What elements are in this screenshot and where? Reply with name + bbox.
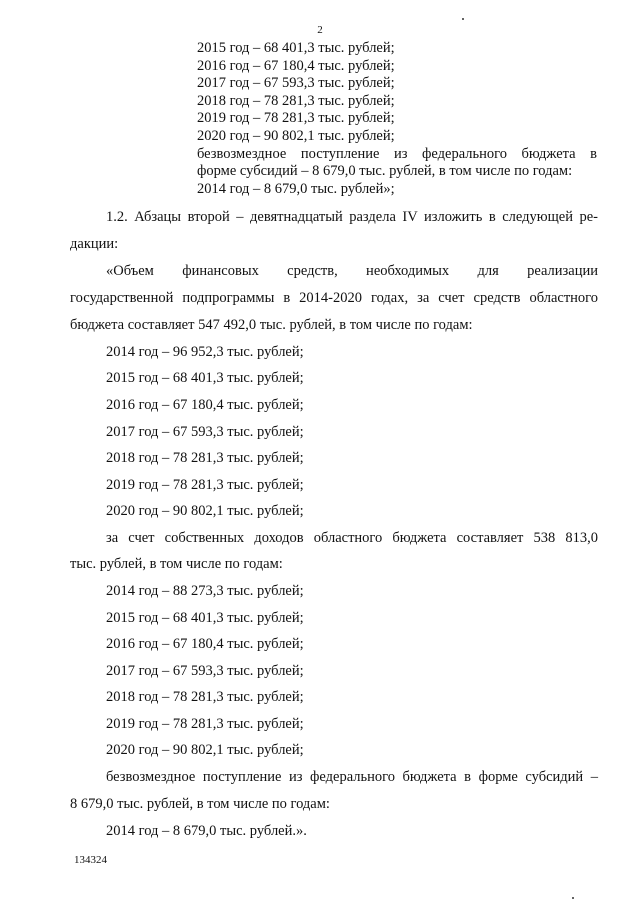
own-year-line: 2014 год – 88 273,3 тыс. рублей; [106, 583, 304, 599]
own-year-line: 2016 год – 67 180,4 тыс. рублей; [106, 636, 304, 652]
year-line: 2014 год – 8 679,0 тыс. рублей»; [197, 180, 395, 197]
federal-year-line: 2014 год – 8 679,0 тыс. рублей.». [106, 823, 307, 839]
intro-paragraph: государственной подпрограммы в 2014-2020 годах, за счет средств областного [70, 290, 598, 306]
year-line: 2017 год – 67 593,3 тыс. рублей; [197, 75, 395, 92]
year-line: 2018 год – 78 281,3 тыс. рублей; [197, 92, 395, 109]
federal-paragraph: безвозмездное поступление из федерального бюджета в форме субсидий – [106, 769, 598, 785]
document-index: 134324 [74, 854, 107, 866]
own-year-line: 2015 год – 68 401,3 тыс. рублей; [106, 610, 304, 626]
total-year-line: 2015 год – 68 401,3 тыс. рублей; [106, 370, 304, 386]
scan-speck [462, 18, 464, 20]
intro-paragraph: бюджета составляет 547 492,0 тыс. рублей, в том числе по годам: [70, 317, 473, 333]
previous-section-continuation [197, 40, 597, 198]
total-year-line: 2017 год – 67 593,3 тыс. рублей; [106, 424, 304, 440]
federal-subsidy-line: форме субсидий – 8 679,0 тыс. рублей, в том числе по годам: [197, 163, 573, 180]
page-number: 2 [317, 24, 323, 36]
clause-heading: 1.2. Абзацы второй – девятнадцатый раздела IV изложить в следующей ре- [106, 209, 598, 225]
total-year-line: 2020 год – 90 802,1 тыс. рублей; [106, 503, 304, 519]
own-year-line: 2019 год – 78 281,3 тыс. рублей; [106, 716, 304, 732]
federal-subsidy-line: безвозмездное поступление из федерального бюджета в [197, 145, 597, 162]
total-year-line: 2019 год – 78 281,3 тыс. рублей; [106, 477, 304, 493]
own-year-line: 2018 год – 78 281,3 тыс. рублей; [106, 689, 304, 705]
total-year-line: 2014 год – 96 952,3 тыс. рублей; [106, 344, 304, 360]
clause-heading-cont: дакции: [70, 236, 119, 252]
federal-paragraph: 8 679,0 тыс. рублей, в том числе по годам: [70, 796, 330, 812]
year-line: 2020 год – 90 802,1 тыс. рублей; [197, 127, 395, 144]
intro-paragraph: «Объем финансовых средств, необходимых для реализации [106, 263, 598, 279]
own-income-paragraph: за счет собственных доходов областного бюджета составляет 538 813,0 [106, 530, 598, 546]
own-year-line: 2017 год – 67 593,3 тыс. рублей; [106, 663, 304, 679]
year-line: 2019 год – 78 281,3 тыс. рублей; [197, 110, 395, 127]
own-income-paragraph: тыс. рублей, в том числе по годам: [70, 556, 283, 572]
total-year-line: 2016 год – 67 180,4 тыс. рублей; [106, 397, 304, 413]
year-line: 2015 год – 68 401,3 тыс. рублей; [197, 40, 395, 56]
total-year-line: 2018 год – 78 281,3 тыс. рублей; [106, 450, 304, 466]
scan-speck [572, 897, 574, 899]
own-year-line: 2020 год – 90 802,1 тыс. рублей; [106, 742, 304, 758]
year-line: 2016 год – 67 180,4 тыс. рублей; [197, 57, 395, 74]
